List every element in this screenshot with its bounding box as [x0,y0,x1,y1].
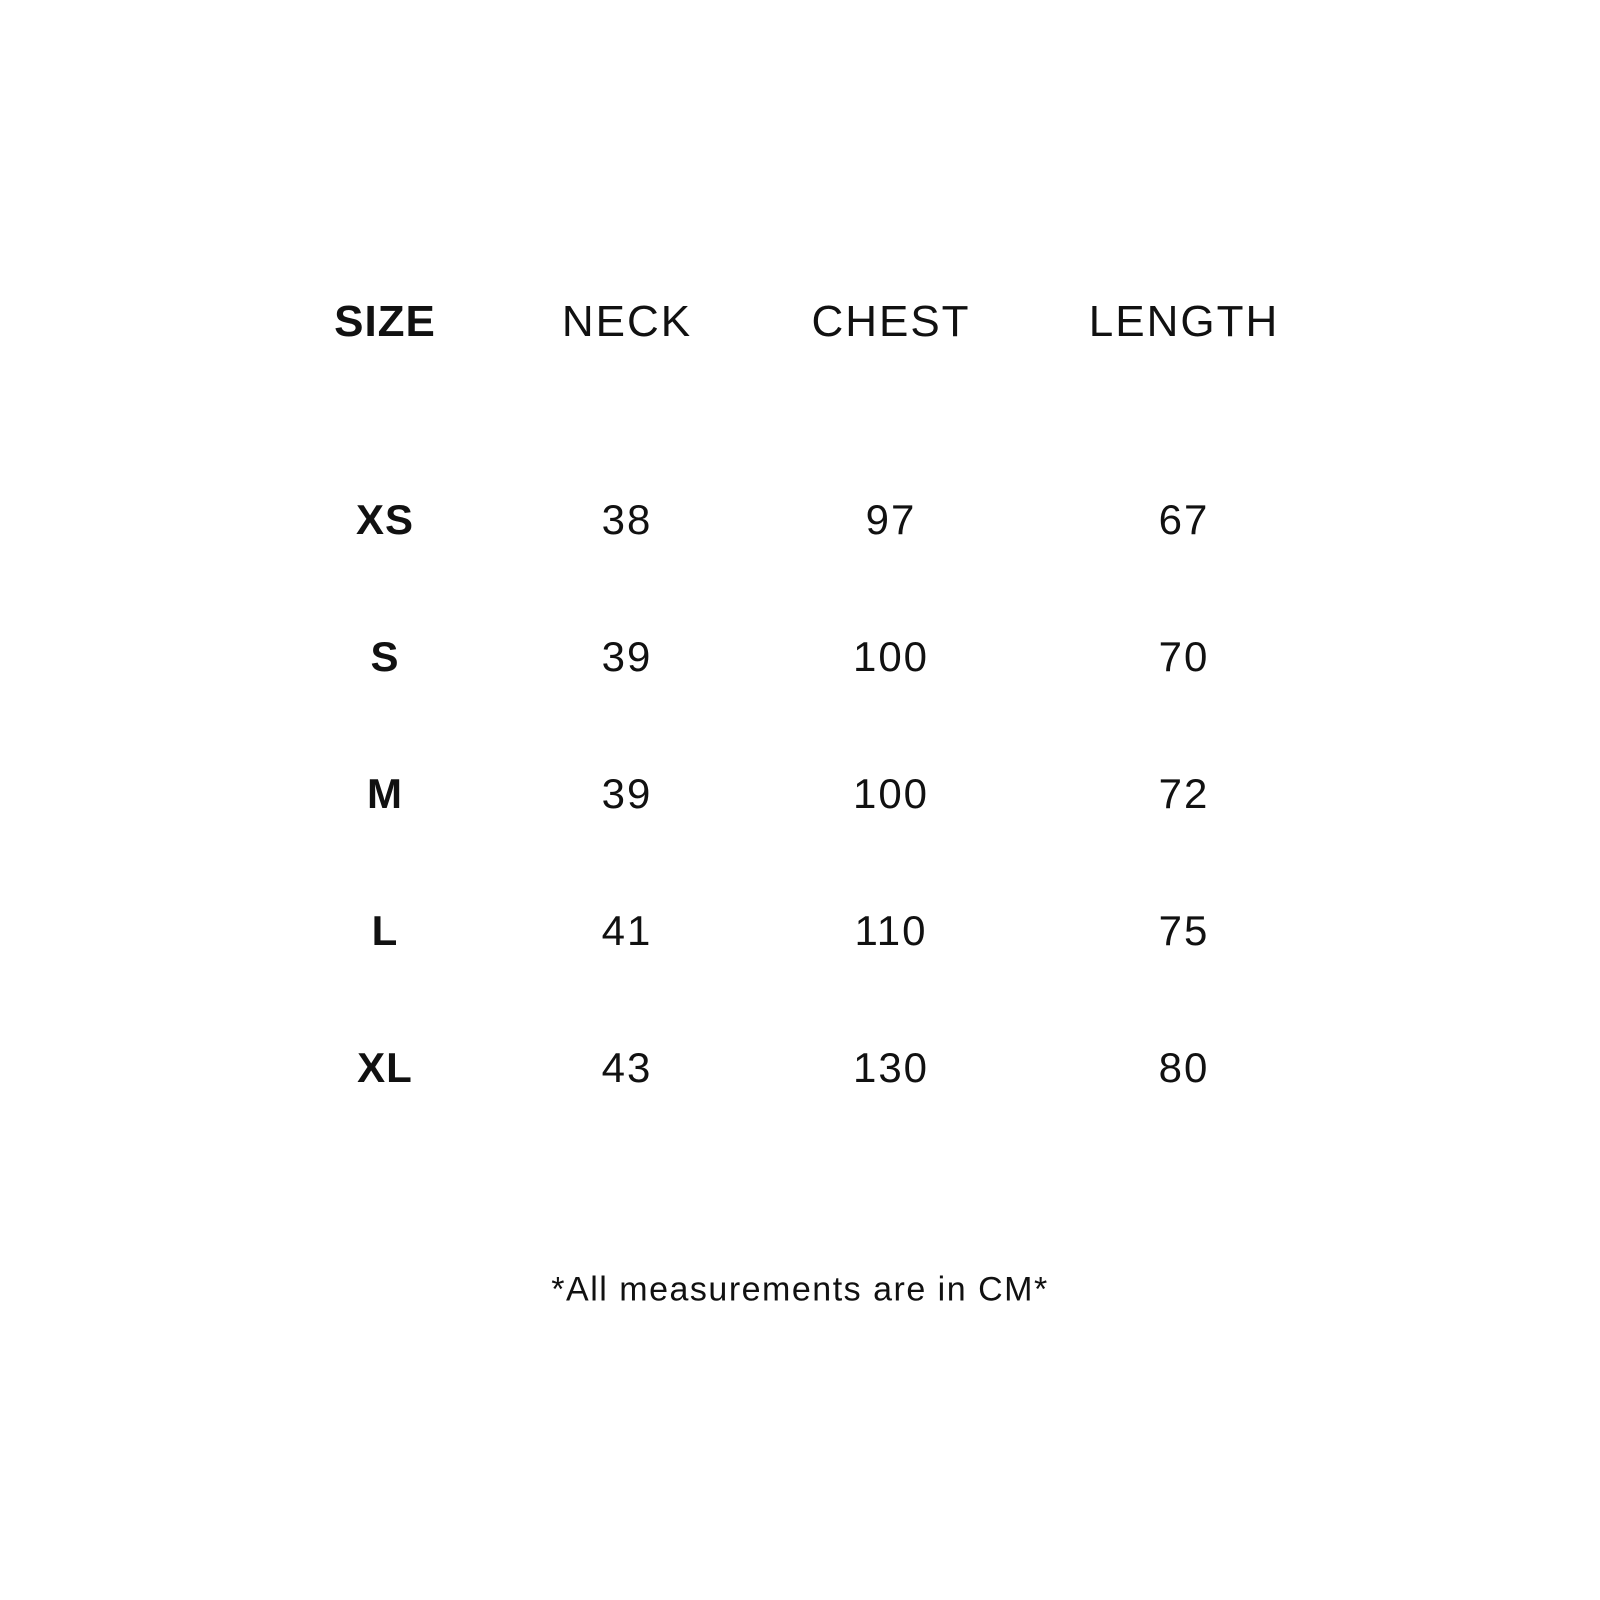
measurement-footnote: *All measurements are in CM* [551,1270,1049,1309]
chest-value: 97 [865,496,917,543]
size-label: XL [357,1044,413,1091]
header-chest: CHEST [811,297,971,346]
size-label: M [367,770,403,817]
size-label: XS [355,496,415,543]
chest-value: 100 [852,770,930,817]
neck-value: 41 [601,907,653,954]
header-size: SIZE [334,297,436,346]
neck-value: 39 [601,770,653,817]
length-value: 80 [1158,1044,1210,1091]
length-value: 70 [1158,633,1210,680]
neck-value: 38 [601,496,653,543]
size-label: L [371,907,399,954]
length-value: 75 [1158,907,1210,954]
chest-value: 110 [854,907,928,954]
neck-value: 39 [601,633,653,680]
header-neck: NECK [561,297,693,346]
length-value: 72 [1158,770,1210,817]
header-length: LENGTH [1088,297,1280,346]
chest-value: 130 [852,1044,930,1091]
length-value: 67 [1158,496,1210,543]
chest-value: 100 [852,633,930,680]
size-label: S [370,633,400,680]
neck-value: 43 [601,1044,653,1091]
